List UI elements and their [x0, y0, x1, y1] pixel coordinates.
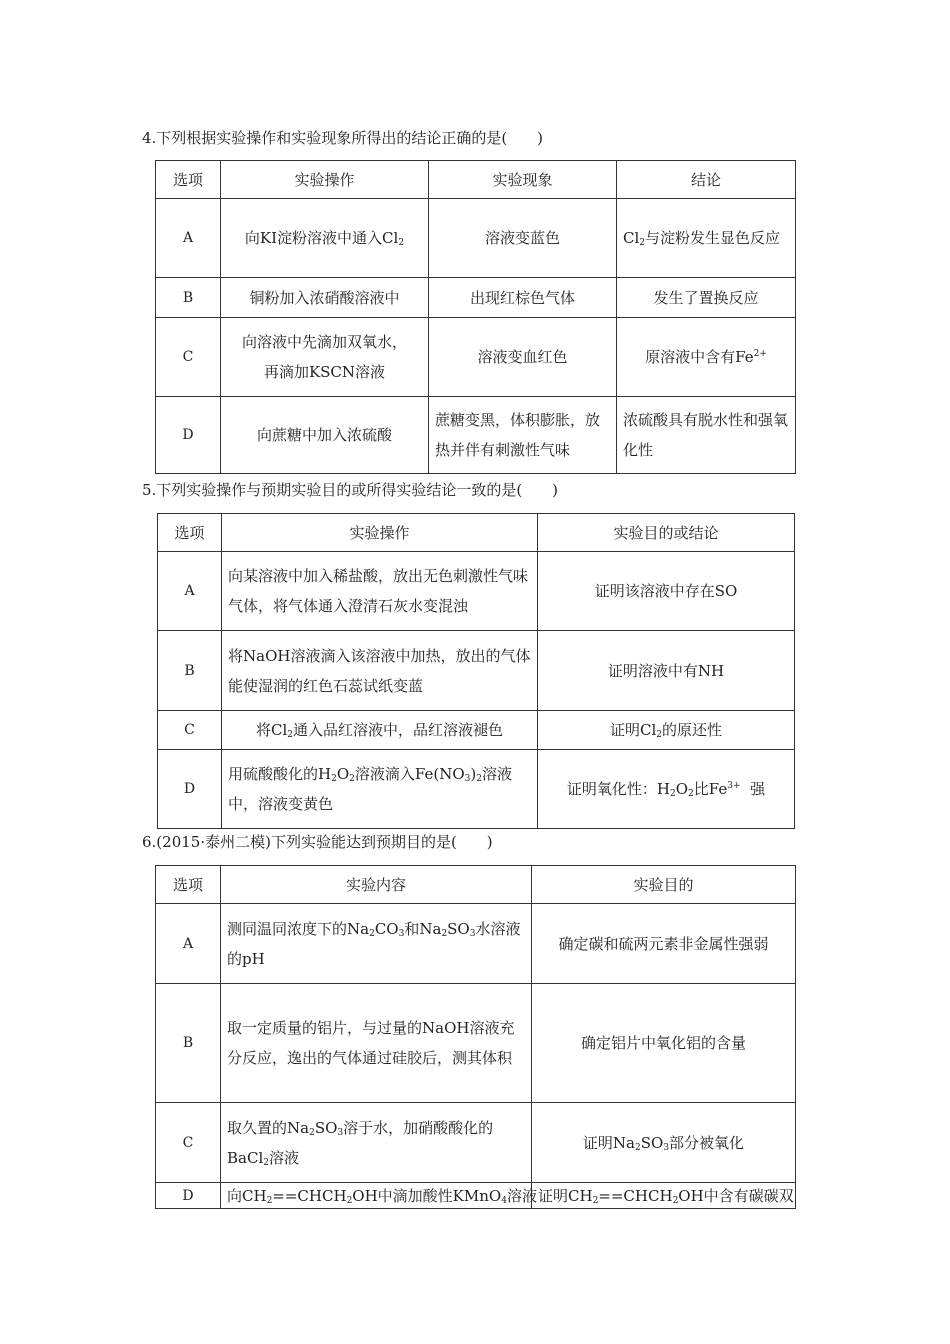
question-6-stem: 6.(2015·泰州二模)下列实验能达到预期目的是( ): [142, 833, 493, 851]
option-label: B: [156, 278, 221, 318]
operation-cell: 向溶液中先滴加双氧水， 再滴加KSCN溶液: [221, 318, 429, 397]
option-label: C: [158, 711, 222, 750]
operation-cell: 将$Cl_2$通入品红溶液中，品红溶液褪色: [222, 711, 538, 750]
content-cell: 向$CH_2==CHCH_2OH$中滴加酸性KMnO$_4$溶液: [221, 1183, 532, 1209]
header-phenomenon: 实验现象: [429, 161, 617, 199]
purpose-cell: 证明$Na_2SO_3$部分被氧化: [532, 1103, 796, 1183]
phenomenon-cell: 蔗糖变黑，体积膨胀，放热并伴有刺激性气味: [429, 397, 617, 474]
operation-cell: 将NaOH溶液滴入该溶液中加热，放出的气体能使湿润的红色石蕊试纸变蓝: [222, 631, 538, 711]
phenomenon-cell: 出现红棕色气体: [429, 278, 617, 318]
option-label: C: [156, 1103, 221, 1183]
question-6-table: [155, 865, 796, 1209]
option-label: B: [156, 984, 221, 1103]
purpose-cell: 证明溶液中有NH: [538, 631, 795, 711]
purpose-cell: 证明该溶液中存在SO: [538, 552, 795, 631]
header-purpose: 实验目的: [532, 866, 796, 904]
table-row: [156, 984, 796, 1103]
conclusion-cell: 原溶液中含有$Fe^{2+}$: [617, 318, 796, 397]
operation-cell: 铜粉加入浓硝酸溶液中: [221, 278, 429, 318]
purpose-cell: 证明氧化性：$H_2O_2$比$Fe^{3+}$ 强: [538, 750, 795, 829]
content-cell: 测同温同浓度下的$Na_2CO_3$和$Na_2SO_3$水溶液的pH: [221, 904, 532, 984]
table-row: [156, 904, 796, 984]
purpose-cell: 确定碳和硫两元素非金属性强弱: [532, 904, 796, 984]
option-label: A: [156, 904, 221, 984]
purpose-cell: 证明$CH_2==CHCH_2OH$中含有碳碳双: [532, 1183, 796, 1209]
table-row: [158, 631, 795, 711]
operation-cell: 用硫酸酸化的$H_2O_2$溶液滴入$Fe(NO_3)_2$溶液中，溶液变黄色: [222, 750, 538, 829]
conclusion-cell: 发生了置换反应: [617, 278, 796, 318]
header-option: 选项: [156, 161, 221, 199]
option-label: D: [156, 397, 221, 474]
table-row: [158, 750, 795, 829]
table-row: [156, 199, 796, 278]
phenomenon-cell: 溶液变血红色: [429, 318, 617, 397]
content-cell: 取一定质量的铝片，与过量的NaOH溶液充分反应，逸出的气体通过硅胶后，测其体积: [221, 984, 532, 1103]
header-purpose: 实验目的或结论: [538, 514, 795, 552]
header-content: 实验内容: [221, 866, 532, 904]
header-option: 选项: [156, 866, 221, 904]
question-4-stem: 4.下列根据实验操作和实验现象所得出的结论正确的是( ): [142, 129, 544, 147]
table-row: [156, 1183, 796, 1209]
operation-cell: 向蔗糖中加入浓硫酸: [221, 397, 429, 474]
question-4-table: [155, 160, 796, 474]
header-operation: 实验操作: [222, 514, 538, 552]
option-label: D: [156, 1183, 221, 1209]
conclusion-cell: 浓硫酸具有脱水性和强氧化性: [617, 397, 796, 474]
option-label: A: [156, 199, 221, 278]
header-operation: 实验操作: [221, 161, 429, 199]
header-conclusion: 结论: [617, 161, 796, 199]
table-row: [156, 1103, 796, 1183]
operation-cell: 向某溶液中加入稀盐酸，放出无色刺激性气味气体，将气体通入澄清石灰水变混浊: [222, 552, 538, 631]
table-row: [156, 318, 796, 397]
table-row: [156, 278, 796, 318]
content-cell: 取久置的$Na_2SO_3$溶于水，加硝酸酸化的BaCl$_2$溶液: [221, 1103, 532, 1183]
option-label: B: [158, 631, 222, 711]
table-row: [156, 397, 796, 474]
table-row: [158, 711, 795, 750]
option-label: D: [158, 750, 222, 829]
table-row: [158, 552, 795, 631]
header-option: 选项: [158, 514, 222, 552]
purpose-cell: 确定铝片中氧化铝的含量: [532, 984, 796, 1103]
conclusion-cell: $Cl_2$与淀粉发生显色反应: [617, 199, 796, 278]
question-5-stem: 5.下列实验操作与预期实验目的或所得实验结论一致的是( ): [142, 481, 559, 499]
phenomenon-cell: 溶液变蓝色: [429, 199, 617, 278]
option-label: C: [156, 318, 221, 397]
question-5-table: [157, 513, 795, 829]
option-label: A: [158, 552, 222, 631]
purpose-cell: 证明$Cl_2$的原还性: [538, 711, 795, 750]
operation-cell: 向KI淀粉溶液中通入$Cl_2$: [221, 199, 429, 278]
